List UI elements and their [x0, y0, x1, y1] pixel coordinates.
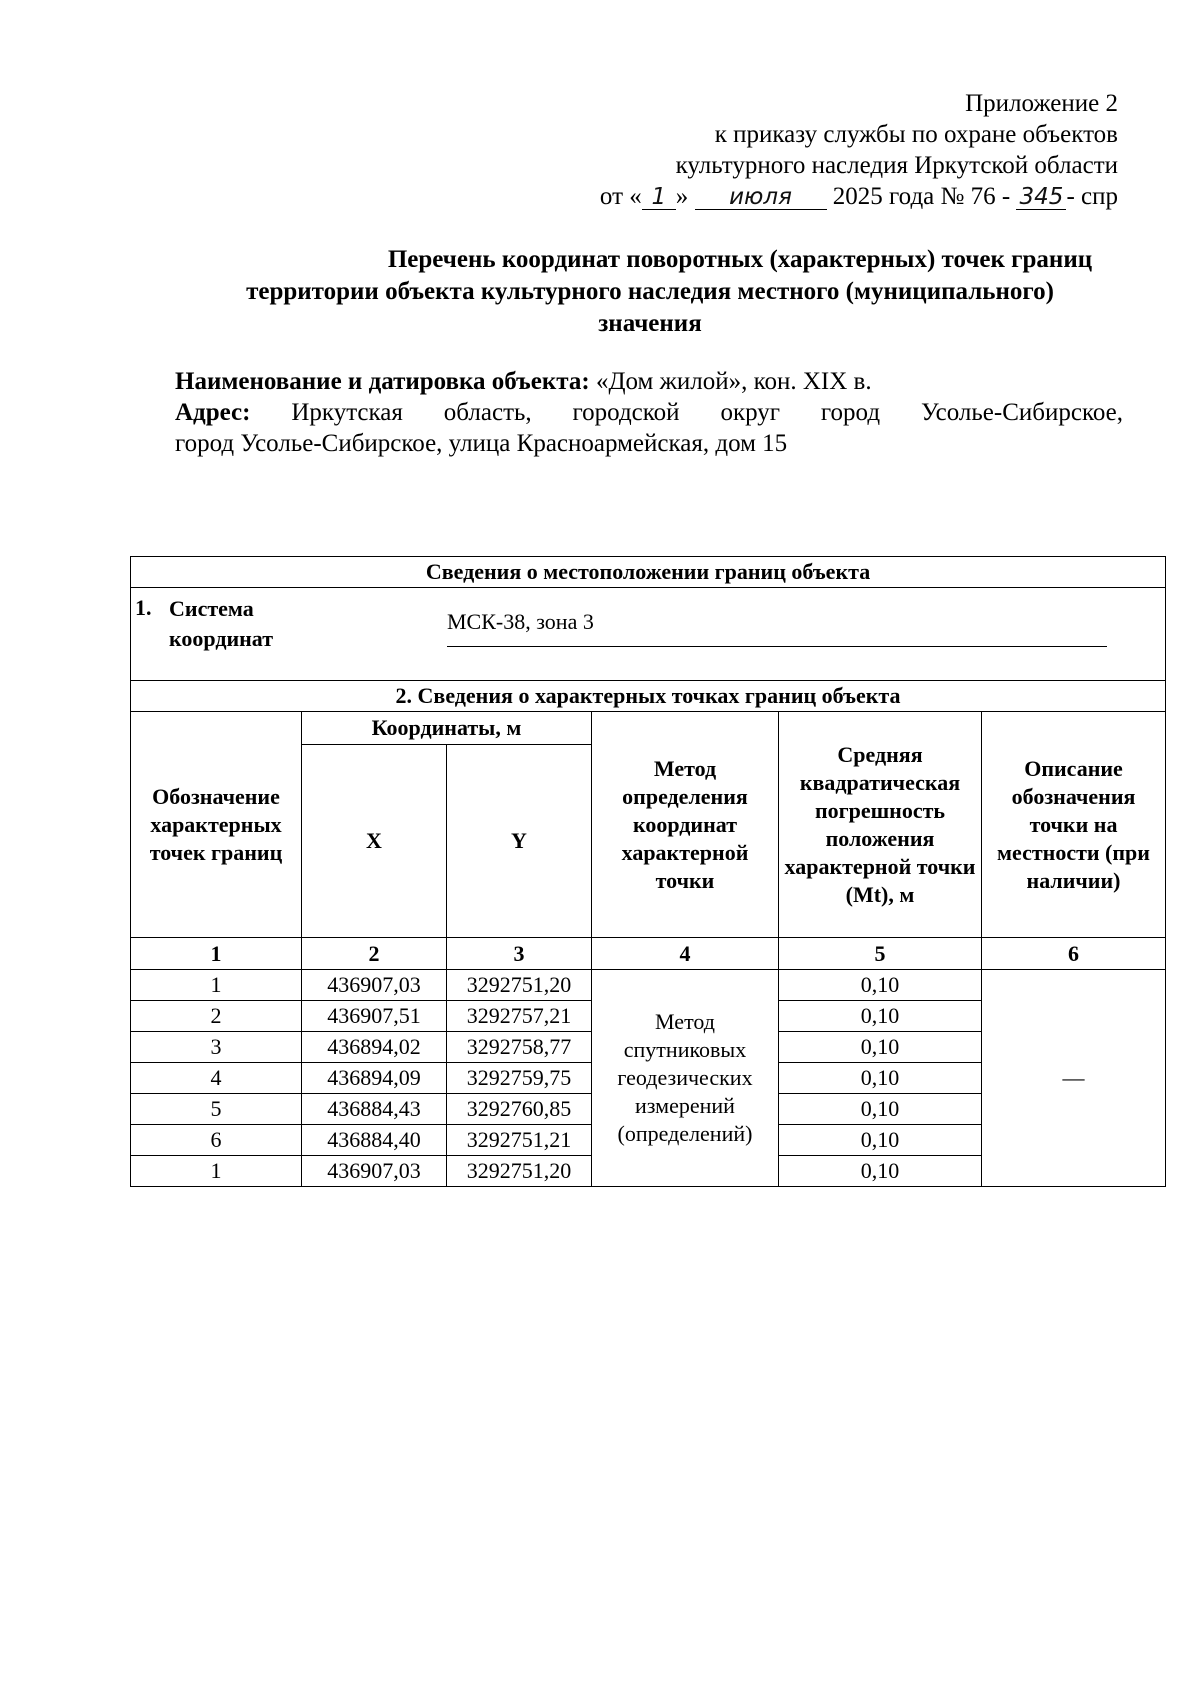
appendix-line-2: к приказу службы по охране объектов	[714, 121, 1118, 148]
column-number: 4	[592, 938, 779, 970]
point-number: 3	[131, 1032, 302, 1063]
object-address-value-1: Иркутская область, городской округ город Усолье-Сибирское,	[291, 399, 1124, 426]
x-value: 436884,43	[302, 1094, 447, 1125]
system-value: МСК-38, зона 3	[447, 608, 1107, 647]
object-address-line-2: город Усолье-Сибирское, улица Красноармейская, дом 15	[175, 430, 788, 457]
date-prefix-close: »	[675, 183, 689, 210]
document-title	[180, 244, 1120, 340]
y-value: 3292757,21	[447, 1001, 592, 1032]
appendix-line-3: культурного наследия Иркутской области	[675, 152, 1118, 179]
header-description: Описание обозначения точки на местности (при наличии)	[982, 712, 1166, 938]
x-value: 436884,40	[302, 1125, 447, 1156]
x-value: 436894,02	[302, 1032, 447, 1063]
column-number: 1	[131, 938, 302, 970]
x-value: 436907,51	[302, 1001, 447, 1032]
mt-value: 0,10	[779, 1156, 982, 1187]
appendix-header	[398, 88, 1118, 212]
header-y: Y	[447, 745, 592, 938]
point-number: 2	[131, 1001, 302, 1032]
system-label	[169, 594, 273, 654]
x-value: 436894,09	[302, 1063, 447, 1094]
section-title: Сведения о местоположении границ объекта	[131, 557, 1166, 588]
title-line-3: значения	[598, 310, 702, 337]
object-address-line-1	[175, 397, 1123, 428]
boundary-coordinates-table	[130, 556, 1166, 1187]
order-suffix: - спр	[1066, 183, 1118, 210]
title-line-2: территории объекта культурного наследия местного (муниципального)	[246, 278, 1054, 305]
mt-value: 0,10	[779, 1063, 982, 1094]
order-date-line	[398, 181, 1118, 212]
points-section-title: 2. Сведения о характерных точках границ объекта	[131, 681, 1166, 712]
header-error: Средняя квадратическая погрешность положения характерной точки (Mt), м	[779, 712, 982, 938]
object-name-line	[175, 366, 1123, 397]
point-number: 4	[131, 1063, 302, 1094]
mt-value: 0,10	[779, 970, 982, 1001]
system-label-line-1: Система	[169, 596, 254, 621]
point-number: 5	[131, 1094, 302, 1125]
x-value: 436907,03	[302, 970, 447, 1001]
description-value: —	[982, 970, 1166, 1187]
title-line-1: Перечень координат поворотных (характерных) точек границ	[387, 246, 1093, 273]
header-x: X	[302, 745, 447, 938]
column-number: 6	[982, 938, 1166, 970]
order-year-text: 2025 года № 76 -	[832, 183, 1011, 210]
mt-value: 0,10	[779, 1125, 982, 1156]
point-number: 1	[131, 1156, 302, 1187]
column-number: 5	[779, 938, 982, 970]
object-name-value: «Дом жилой», кон. XIX в.	[595, 368, 872, 395]
handwritten-day: 1	[642, 185, 676, 210]
y-value: 3292751,20	[447, 1156, 592, 1187]
date-prefix-open: от «	[599, 183, 642, 210]
header-designation: Обозначение характерных точек границ	[131, 712, 302, 938]
y-value: 3292760,85	[447, 1094, 592, 1125]
column-number: 3	[447, 938, 592, 970]
object-name-label: Наименование и датировка объекта:	[175, 368, 590, 395]
header-method: Метод определения координат характерной точки	[592, 712, 779, 938]
system-label-line-2: координат	[169, 626, 274, 651]
y-value: 3292751,21	[447, 1125, 592, 1156]
mt-value: 0,10	[779, 1032, 982, 1063]
handwritten-month: июля	[695, 185, 827, 210]
object-info	[175, 366, 1123, 459]
appendix-line-1: Приложение 2	[965, 90, 1118, 117]
table-row	[131, 970, 1166, 1001]
y-value: 3292759,75	[447, 1063, 592, 1094]
mt-value: 0,10	[779, 1001, 982, 1032]
column-number: 2	[302, 938, 447, 970]
object-address-label: Адрес:	[175, 399, 251, 426]
x-value: 436907,03	[302, 1156, 447, 1187]
method-value: Метод спутниковых геодезических измерений (определений)	[592, 970, 779, 1187]
column-number-row	[131, 938, 1166, 970]
handwritten-order-number: 345	[1016, 185, 1066, 210]
y-value: 3292751,20	[447, 970, 592, 1001]
point-number: 6	[131, 1125, 302, 1156]
mt-value: 0,10	[779, 1094, 982, 1125]
point-number: 1	[131, 970, 302, 1001]
y-value: 3292758,77	[447, 1032, 592, 1063]
system-number: 1.	[135, 595, 152, 620]
header-coordinates: Координаты, м	[302, 712, 592, 745]
coordinate-system-cell	[131, 588, 1166, 681]
